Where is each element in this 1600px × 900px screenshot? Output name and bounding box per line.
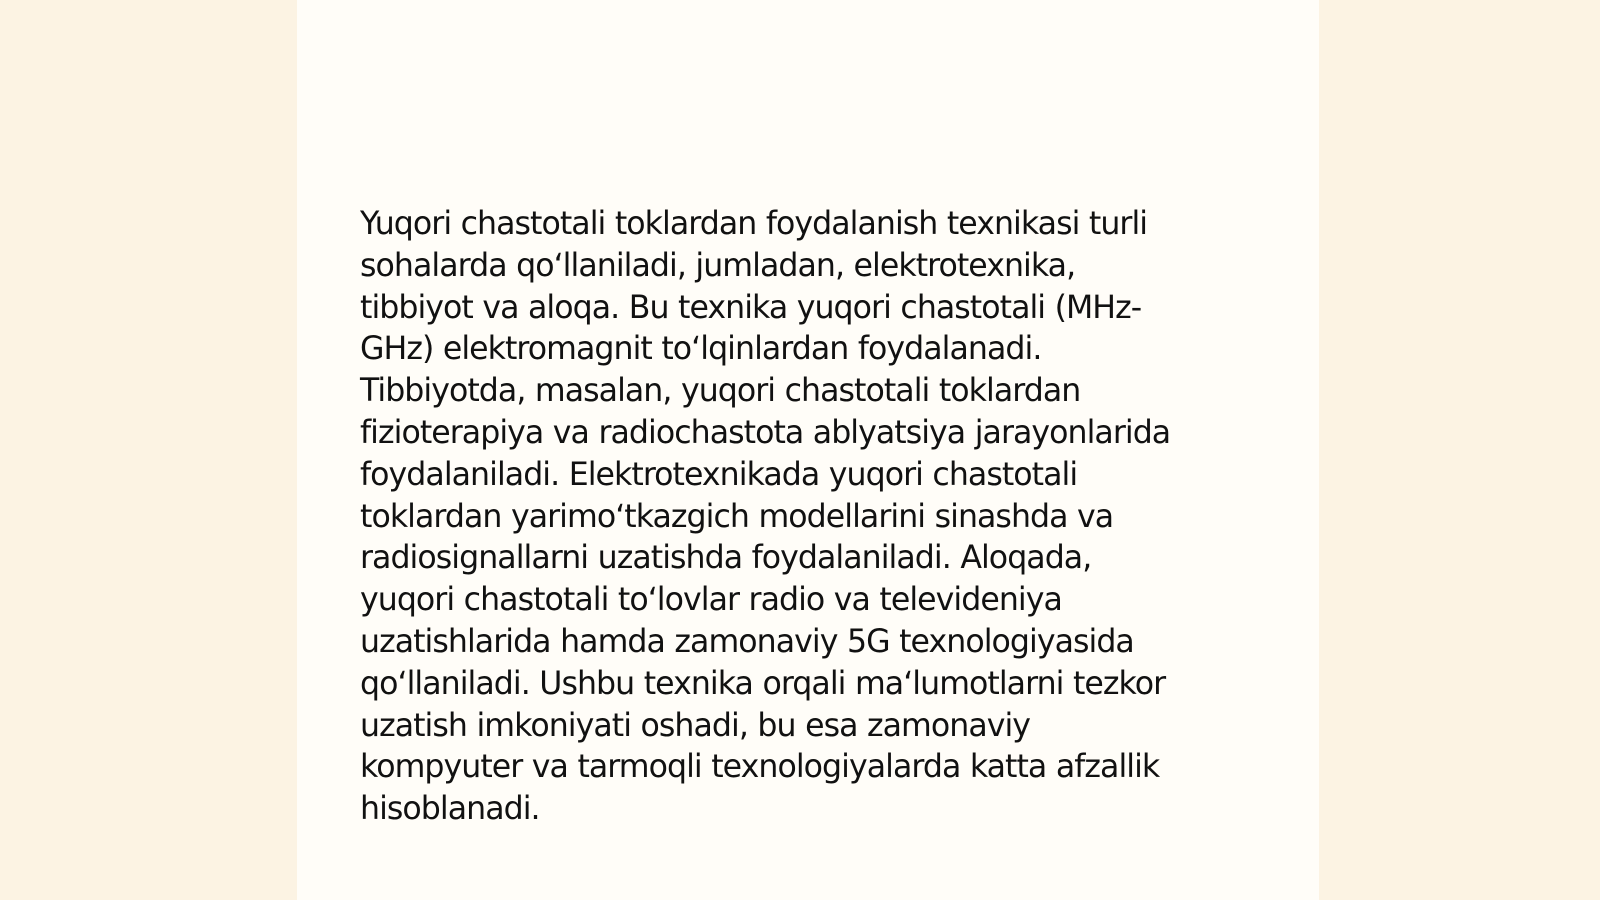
paragraph-line: uzatishlarida hamda zamonaviy 5G texnologiyasida xyxy=(360,623,1134,660)
paragraph-line: Tibbiyotda, masalan, yuqori chastotali toklardan xyxy=(360,373,1081,410)
paragraph-line: uzatish imkoniyati oshadi, bu esa zamonaviy xyxy=(360,707,1031,744)
paragraph-line: fizioterapiya va radiochastota ablyatsiya jarayonlarida xyxy=(360,414,1171,451)
paragraph-line: kompyuter va tarmoqli texnologiyalarda katta afzallik xyxy=(360,749,1160,786)
paragraph-line: qo‘llaniladi. Ushbu texnika orqali ma‘lumotlarni tezkor xyxy=(360,665,1166,702)
paragraph-line: tibbiyot va aloqa. Bu texnika yuqori chastotali (MHz- xyxy=(360,289,1142,326)
slide-page xyxy=(297,0,1319,900)
paragraph-line: radiosignallarni uzatishda foydalaniladi. Aloqada, xyxy=(360,540,1092,577)
paragraph-line: yuqori chastotali to‘lovlar radio va televideniya xyxy=(360,582,1062,619)
paragraph-line: Yuqori chastotali toklardan foydalanish texnikasi turli xyxy=(360,206,1148,242)
paragraph-line: toklardan yarimo‘tkazgich modellarini sinashda va xyxy=(360,498,1114,535)
body-paragraph xyxy=(360,204,1240,831)
paragraph-line: foydalaniladi. Elektrotexnikada yuqori chastotali xyxy=(360,456,1078,493)
paragraph-line: hisoblanadi. xyxy=(360,791,540,828)
paragraph-line: sohalarda qo‘llaniladi, jumladan, elektrotexnika, xyxy=(360,247,1076,284)
paragraph-line: GHz) elektromagnit to‘lqinlardan foydalanadi. xyxy=(360,331,1042,368)
